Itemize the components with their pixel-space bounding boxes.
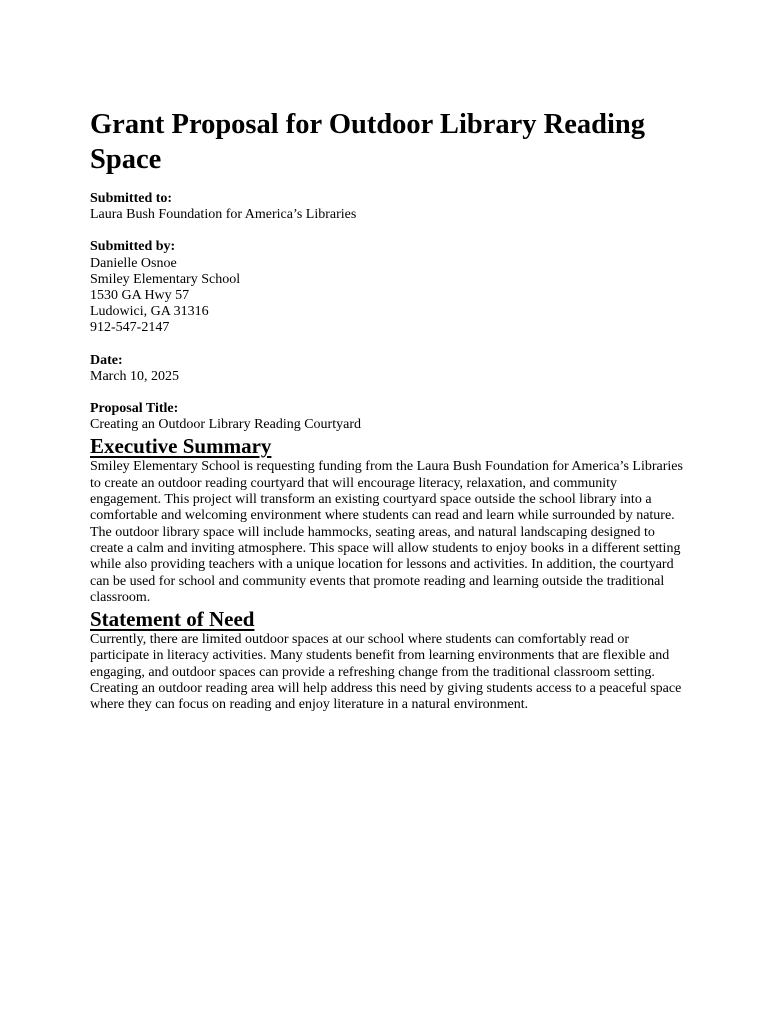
submitter-school: Smiley Elementary School — [90, 271, 241, 287]
submitter-city: Ludowici, GA 31316 — [90, 304, 209, 320]
statement-of-need-paragraph: Creating an outdoor reading area will help address this need by giving students access to a peaceful space where they can focus on reading and enjoy literature in a natural environment. — [90, 681, 682, 713]
executive-summary-paragraph: The outdoor library space will include hammocks, seating areas, and natural landscaping designed to create a calm and inviting atmosphere. This space will allow students to enjoy books in a different setting while also providing teachers with a unique location for lessons and activities. In addition, the courtyard can be used for school and community events that promote reading and learning outside the traditional classroom. — [90, 524, 681, 605]
submitted-to-label: Submitted to: — [90, 191, 173, 206]
submitter-phone: 912-547-2147 — [90, 320, 170, 336]
statement-of-need-heading: Statement of Need — [90, 607, 255, 632]
submitted-to-block — [90, 191, 690, 223]
executive-summary-heading: Executive Summary — [90, 434, 272, 459]
document-page — [90, 107, 690, 714]
proposal-title-value: Creating an Outdoor Library Reading Courtyard — [90, 417, 361, 433]
submitter-name: Danielle Osnoe — [90, 255, 177, 271]
executive-summary-paragraph: Smiley Elementary School is requesting funding from the Laura Bush Foundation for America’s Libraries to create an outdoor reading courtyard that will encourage literacy, relaxation, and community engagement. This project will transform an existing courtyard space outside the school library into a comfortable and welcoming environment where students can read and learn while surrounded by nature. — [90, 459, 683, 524]
submitted-by-block — [90, 239, 690, 336]
date-label: Date: — [90, 352, 123, 368]
submitted-by-label: Submitted by: — [90, 239, 176, 255]
proposal-title-label: Proposal Title: — [90, 401, 179, 417]
statement-of-need-paragraph: Currently, there are limited outdoor spaces at our school where students can comfortably read or participate in literacy activities. Many students benefit from learning environments that are flexible and engaging, and outdoor spaces can provide a refreshing change from the traditional classroom setting. — [90, 632, 670, 680]
submitter-street: 1530 GA Hwy 57 — [90, 288, 190, 304]
submitted-to-value: Laura Bush Foundation for America’s Libraries — [90, 207, 357, 223]
date-block — [90, 353, 690, 385]
document-title: Grant Proposal for Outdoor Library Reading Space — [90, 109, 645, 175]
proposal-title-block — [90, 401, 690, 433]
date-value: March 10, 2025 — [90, 368, 180, 384]
